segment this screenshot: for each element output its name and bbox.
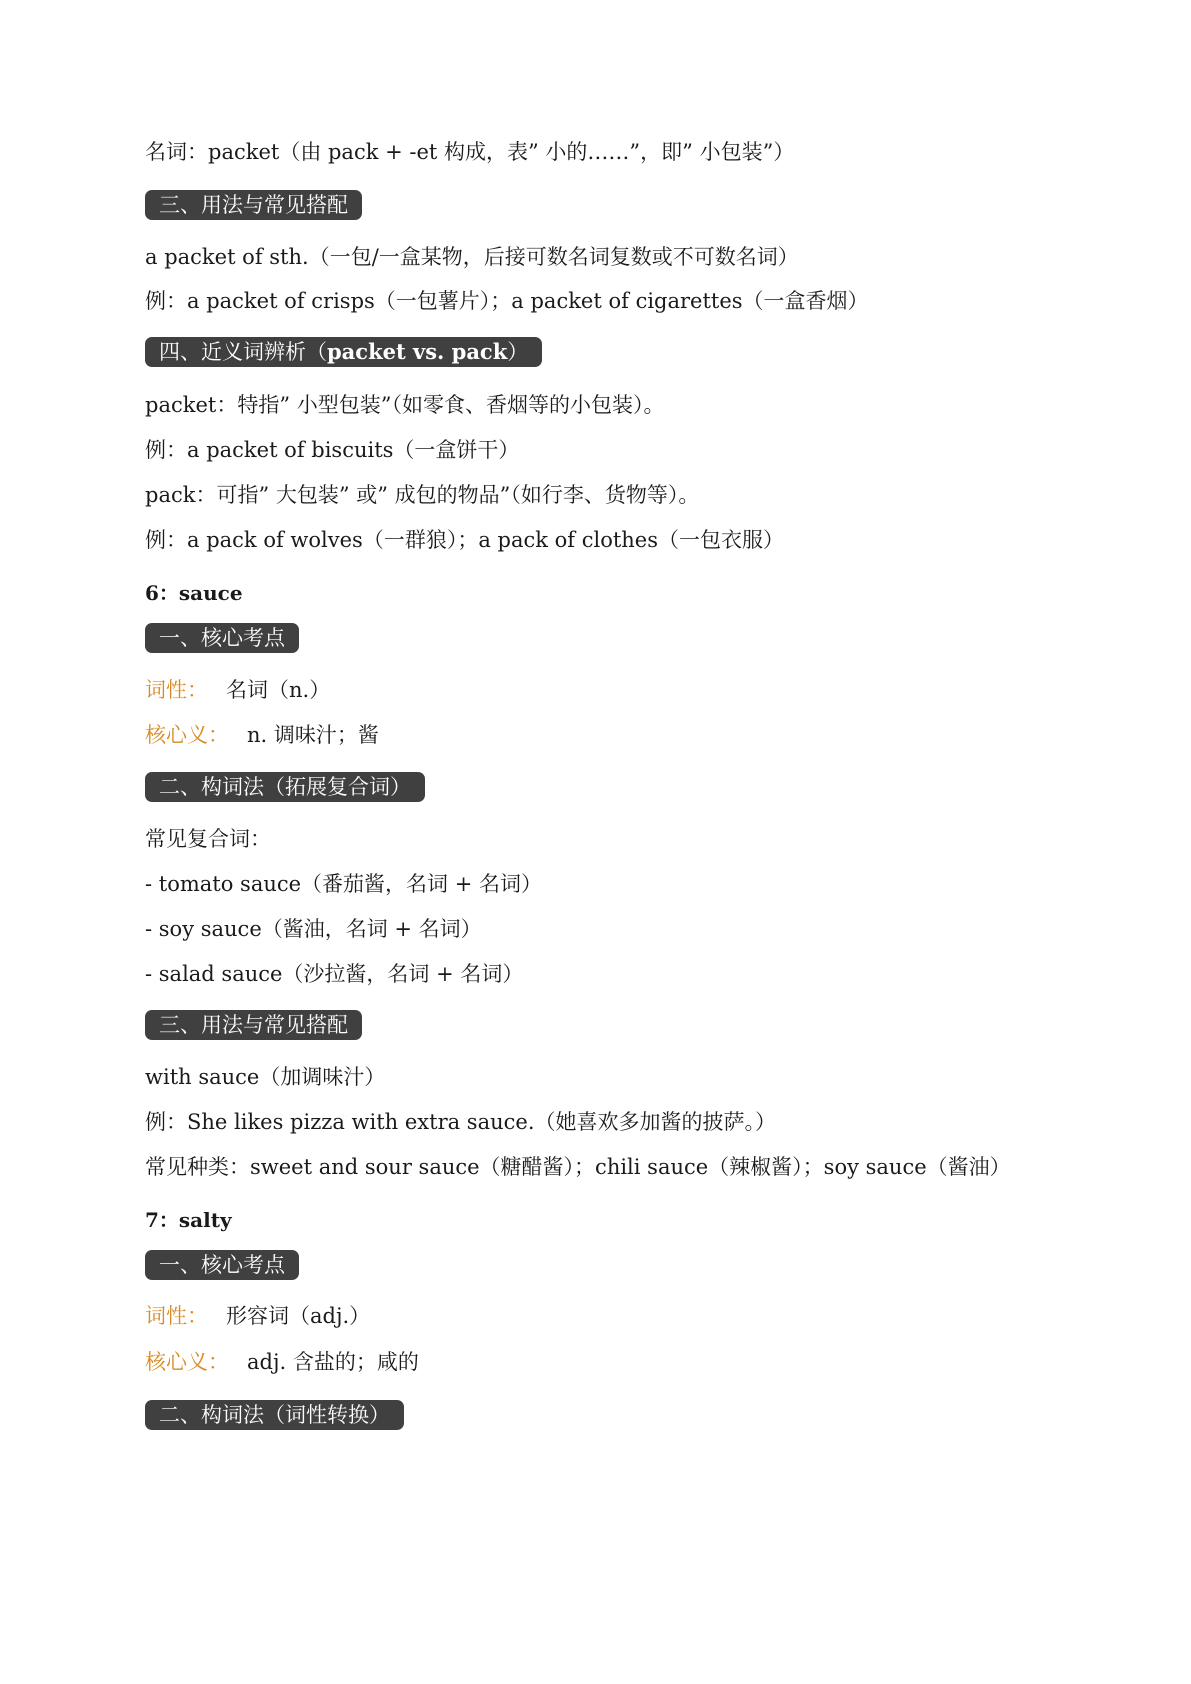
section-heading: 二、构词法（词性转换） xyxy=(145,1400,404,1430)
heading-text: 四、近义词辨析（ xyxy=(159,340,327,364)
section-heading: 一、核心考点 xyxy=(145,623,299,653)
meaning-line xyxy=(145,721,379,749)
meaning-value: adj. 含盐的；咸的 xyxy=(247,1350,419,1374)
text-line: packet：特指” 小型包装”（如零食、香烟等的小包装）。 xyxy=(145,393,665,417)
pos-label: 词性： xyxy=(145,678,208,702)
section-heading: 二、构词法（拓展复合词） xyxy=(145,772,425,802)
text-line: a packet of sth.（一包/一盒某物，后接可数名词复数或不可数名词） xyxy=(145,245,799,269)
text-line: pack：可指” 大包装” 或” 成包的物品”（如行李、货物等）。 xyxy=(145,483,700,507)
example-line: 例：a packet of crisps（一包薯片）；a packet of cigarettes（一盒香烟） xyxy=(145,289,869,313)
example-line: 例：a pack of wolves（一群狼）；a pack of clothes（一包衣服） xyxy=(145,528,785,552)
meaning-label: 核心义： xyxy=(145,1350,229,1374)
list-item: - salad sauce（沙拉酱，名词 + 名词） xyxy=(145,962,524,986)
section-heading: 三、用法与常见搭配 xyxy=(145,1010,362,1040)
meaning-label: 核心义： xyxy=(145,723,229,747)
text-line: 常见种类：sweet and sour sauce（糖醋酱）；chili sauce（辣椒酱）；soy sauce（酱油） xyxy=(145,1155,1011,1179)
example-line: 例：She likes pizza with extra sauce.（她喜欢多加酱的披萨。） xyxy=(145,1110,776,1134)
section-heading: 三、用法与常见搭配 xyxy=(145,190,362,220)
heading-text: ） xyxy=(507,340,529,364)
list-item: - soy sauce（酱油，名词 + 名词） xyxy=(145,917,482,941)
entry-title: 6：sauce xyxy=(145,581,243,605)
example-line: 例：a packet of biscuits（一盒饼干） xyxy=(145,438,520,462)
section-heading: 一、核心考点 xyxy=(145,1250,299,1280)
text-line: 名词：packet（由 pack + -et 构成，表” 小的……”，即” 小包装”） xyxy=(145,140,795,164)
pos-value: 名词（n.） xyxy=(226,678,331,702)
section-heading xyxy=(145,337,542,367)
pos-line xyxy=(145,1302,370,1330)
pos-line xyxy=(145,676,330,704)
pos-label: 词性： xyxy=(145,1304,208,1328)
list-item: - tomato sauce（番茄酱，名词 + 名词） xyxy=(145,872,542,896)
pos-value: 形容词（adj.） xyxy=(226,1304,371,1328)
meaning-line xyxy=(145,1348,419,1376)
text-line: 常见复合词： xyxy=(145,827,271,851)
heading-bold-text: packet vs. pack xyxy=(327,339,508,364)
meaning-value: n. 调味汁；酱 xyxy=(247,723,379,747)
entry-title: 7：salty xyxy=(145,1208,232,1232)
text-line: with sauce（加调味汁） xyxy=(145,1065,386,1089)
